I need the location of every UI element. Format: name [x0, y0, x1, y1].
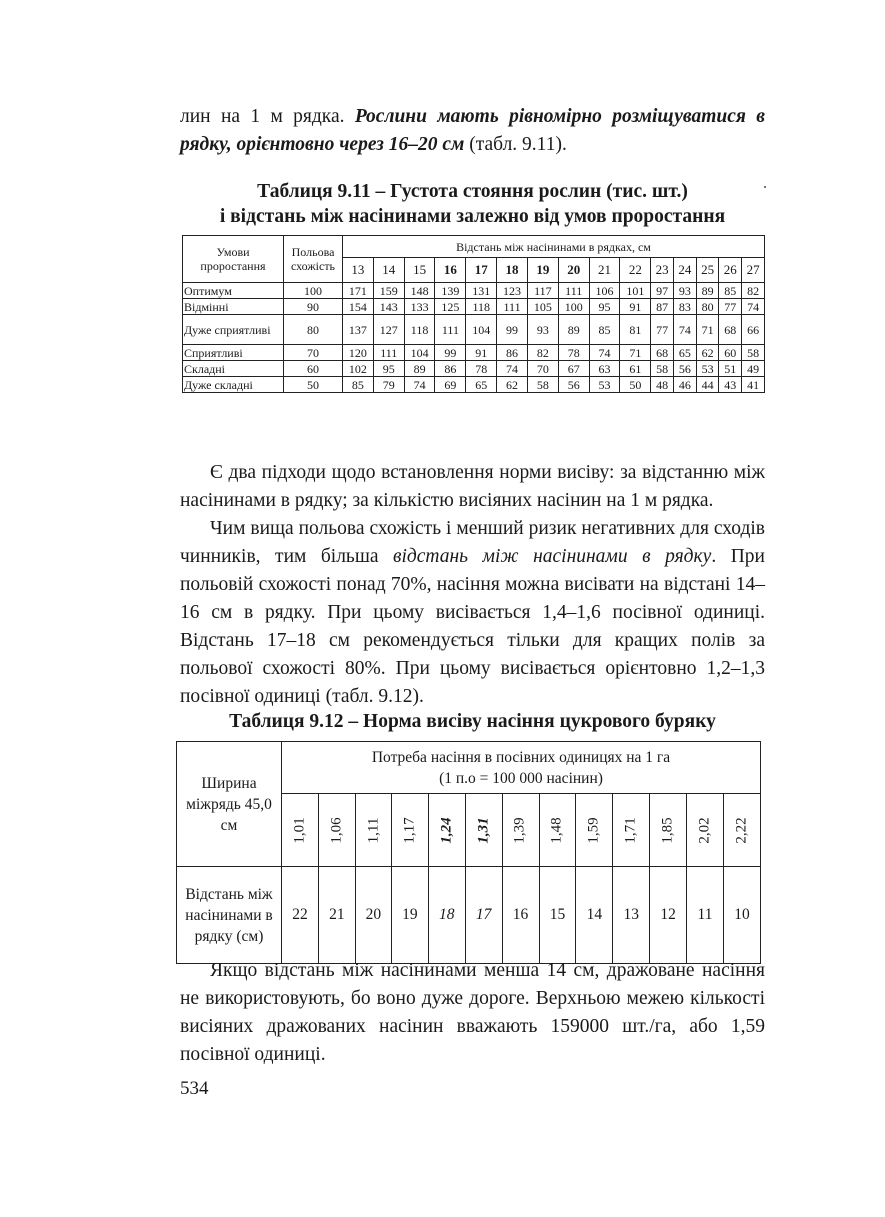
density-cell: 65 [466, 377, 497, 393]
density-cell: 93 [527, 315, 558, 345]
density-cell: 79 [373, 377, 404, 393]
distance-cell: 13 [613, 867, 650, 964]
paragraph-1: Є два підходи щодо встановлення норми висіву: за відстанню між насінинами в рядку; за кількістю висіяних насінин на 1 м рядка. [180, 462, 765, 511]
density-cell: 95 [373, 361, 404, 377]
density-cell: 111 [373, 345, 404, 361]
paragraph-2 [180, 515, 765, 711]
intro-paragraph [180, 103, 765, 159]
density-cell: 111 [558, 283, 589, 299]
distance-header-cell: 17 [466, 258, 497, 283]
seed-unit-value: 1,01 [291, 817, 308, 844]
row-header-width: Ширина міжрядь 45,0 см [177, 742, 282, 867]
density-cell: 89 [696, 283, 719, 299]
density-cell: 83 [674, 299, 697, 315]
density-cell: 171 [343, 283, 374, 299]
seed-unit-cell [391, 794, 428, 867]
group-header [282, 742, 761, 794]
distance-cell: 17 [465, 867, 502, 964]
distance-header-cell: 18 [497, 258, 528, 283]
distance-header-cell: 27 [742, 258, 765, 283]
density-cell: 91 [620, 299, 651, 315]
density-cell: 56 [558, 377, 589, 393]
germination-cell: 100 [284, 283, 343, 299]
seed-unit-cell [576, 794, 613, 867]
density-cell: 80 [696, 299, 719, 315]
density-cell: 74 [674, 315, 697, 345]
density-cell: 69 [435, 377, 466, 393]
density-cell: 74 [497, 361, 528, 377]
density-cell: 71 [620, 345, 651, 361]
p2-emphasis: відстань між насінинами в рядку [393, 546, 712, 567]
table-row [183, 377, 765, 393]
density-cell: 159 [373, 283, 404, 299]
density-cell: 61 [620, 361, 651, 377]
distance-cell: 11 [687, 867, 724, 964]
seed-unit-cell [318, 794, 355, 867]
density-cell: 118 [404, 315, 435, 345]
density-cell: 104 [404, 345, 435, 361]
density-cell: 70 [527, 361, 558, 377]
table-912-caption: Таблиця 9.12 – Норма висіву насіння цукрового буряку [229, 711, 716, 732]
table-9-12 [176, 741, 761, 964]
distance-cell: 18 [428, 867, 465, 964]
density-cell: 66 [742, 315, 765, 345]
distance-header-cell: 15 [404, 258, 435, 283]
distance-cell: 15 [539, 867, 576, 964]
density-cell: 100 [558, 299, 589, 315]
table-row [183, 299, 765, 315]
table-911-caption [180, 179, 765, 229]
density-cell: 74 [404, 377, 435, 393]
density-cell: 62 [696, 345, 719, 361]
density-cell: 111 [497, 299, 528, 315]
density-cell: 85 [719, 283, 742, 299]
density-cell: 139 [435, 283, 466, 299]
density-cell: 82 [527, 345, 558, 361]
table-row [183, 361, 765, 377]
distance-header-cell: 26 [719, 258, 742, 283]
seed-unit-cell [355, 794, 391, 867]
germination-cell: 70 [284, 345, 343, 361]
distance-cell: 10 [723, 867, 760, 964]
density-cell: 93 [674, 283, 697, 299]
seed-unit-value: 1,24 [438, 817, 455, 844]
distance-row [177, 867, 761, 964]
seed-unit-cell [723, 794, 760, 867]
density-cell: 123 [497, 283, 528, 299]
header-distance-group: Відстань між насінинами в рядках, см [343, 236, 765, 258]
density-cell: 105 [527, 299, 558, 315]
density-cell: 50 [620, 377, 651, 393]
density-cell: 131 [466, 283, 497, 299]
seed-unit-value: 1,11 [364, 817, 381, 844]
seed-unit-value: 1,71 [622, 817, 639, 844]
germination-cell: 90 [284, 299, 343, 315]
density-cell: 74 [742, 299, 765, 315]
p2-end: . При польовій схожості понад 70%, насіння можна висівати на відстані 14–16 см в рядку. При цьому висівається 1,4–1,6 посівної одиниці. Відстань 17–18 см рекомендується тільки для кращих полів за польової схожості 80%. При цьому висівається орієнтовно 1,2–1,3 посівної одиниці (табл. 9.12). [180, 546, 765, 707]
density-cell: 97 [651, 283, 674, 299]
density-cell: 78 [466, 361, 497, 377]
intro-plain-text: лин на 1 м рядка. [180, 106, 355, 127]
density-cell: 58 [742, 345, 765, 361]
group-header-line-2: (1 п.о = 100 000 насінин) [439, 769, 603, 787]
distance-header-cell: 13 [343, 258, 374, 283]
page-number: 534 [180, 1078, 209, 1099]
density-cell: 89 [404, 361, 435, 377]
condition-cell: Дуже складні [183, 377, 284, 393]
density-cell: 58 [527, 377, 558, 393]
seed-unit-cell [428, 794, 465, 867]
density-cell: 148 [404, 283, 435, 299]
distance-cell: 22 [282, 867, 319, 964]
density-cell: 101 [620, 283, 651, 299]
density-cell: 44 [696, 377, 719, 393]
distance-header-cell: 16 [435, 258, 466, 283]
density-cell: 106 [589, 283, 620, 299]
density-cell: 58 [651, 361, 674, 377]
distance-cell: 16 [502, 867, 539, 964]
seed-unit-value: 1,06 [328, 817, 345, 844]
seed-unit-value: 1,31 [475, 817, 492, 844]
header-germination: Польова схожість [284, 236, 343, 283]
seed-unit-cell [282, 794, 319, 867]
seed-unit-cell [539, 794, 576, 867]
density-cell: 62 [497, 377, 528, 393]
seed-unit-value: 1,48 [548, 817, 565, 844]
density-cell: 118 [466, 299, 497, 315]
condition-cell: Складні [183, 361, 284, 377]
intro-emphasis: Рослини мають рівномірно розміщуватися в рядку, орієнтовно через 16–20 см [180, 106, 765, 155]
density-cell: 137 [343, 315, 374, 345]
caption-line-2: і відстань між насінинами залежно від умов проростання [219, 206, 726, 227]
seed-unit-value: 1,17 [401, 817, 418, 844]
density-cell: 95 [589, 299, 620, 315]
distance-cell: 21 [318, 867, 355, 964]
density-cell: 41 [742, 377, 765, 393]
density-cell: 53 [696, 361, 719, 377]
density-cell: 86 [497, 345, 528, 361]
table-9-11 [182, 235, 765, 393]
density-cell: 87 [651, 299, 674, 315]
table-9-11-body [183, 283, 765, 393]
distance-cell: 14 [576, 867, 613, 964]
density-cell: 127 [373, 315, 404, 345]
distance-header-cell: 19 [527, 258, 558, 283]
density-cell: 81 [620, 315, 651, 345]
condition-cell: Сприятливі [183, 345, 284, 361]
condition-cell: Відмінні [183, 299, 284, 315]
distance-cell: 19 [391, 867, 428, 964]
density-cell: 85 [343, 377, 374, 393]
density-cell: 91 [466, 345, 497, 361]
density-cell: 154 [343, 299, 374, 315]
distance-cell: 12 [650, 867, 687, 964]
seed-unit-value: 1,85 [659, 817, 676, 844]
seed-unit-value: 1,59 [585, 817, 602, 844]
density-cell: 102 [343, 361, 374, 377]
density-cell: 65 [674, 345, 697, 361]
density-cell: 68 [719, 315, 742, 345]
distance-header-cell: 24 [674, 258, 697, 283]
density-cell: 77 [719, 299, 742, 315]
caption-line-1: Таблиця 9.11 – Густота стояння рослин (тис. шт.) [257, 181, 688, 202]
density-cell: 125 [435, 299, 466, 315]
table-row [183, 283, 765, 299]
group-header-line-1: Потреба насіння в посівних одиницях на 1 га [371, 748, 671, 766]
germination-cell: 80 [284, 315, 343, 345]
density-cell: 133 [404, 299, 435, 315]
density-cell: 51 [719, 361, 742, 377]
germination-cell: 50 [284, 377, 343, 393]
density-cell: 86 [435, 361, 466, 377]
density-cell: 53 [589, 377, 620, 393]
density-cell: 63 [589, 361, 620, 377]
density-cell: 48 [651, 377, 674, 393]
density-cell: 143 [373, 299, 404, 315]
density-cell: 111 [435, 315, 466, 345]
density-cell: 120 [343, 345, 374, 361]
seed-unit-cell [687, 794, 724, 867]
density-cell: 104 [466, 315, 497, 345]
density-cell: 46 [674, 377, 697, 393]
density-cell: 67 [558, 361, 589, 377]
density-cell: 99 [435, 345, 466, 361]
seed-unit-cell [465, 794, 502, 867]
condition-cell: Оптимум [183, 283, 284, 299]
distance-header-cell: 25 [696, 258, 719, 283]
header-conditions: Умови проростання [183, 236, 284, 283]
density-cell: 68 [651, 345, 674, 361]
density-cell: 85 [589, 315, 620, 345]
table-row [183, 345, 765, 361]
seed-unit-value: 2,02 [696, 817, 713, 844]
seed-unit-cell [613, 794, 650, 867]
density-cell: 77 [651, 315, 674, 345]
seed-unit-cell [502, 794, 539, 867]
intro-tail: (табл. 9.11). [464, 134, 567, 155]
density-cell: 49 [742, 361, 765, 377]
seed-unit-value: 1,39 [512, 817, 529, 844]
germination-cell: 60 [284, 361, 343, 377]
density-cell: 82 [742, 283, 765, 299]
distance-cell: 20 [355, 867, 391, 964]
seed-unit-value: 2,22 [733, 817, 750, 844]
density-cell: 78 [558, 345, 589, 361]
row-header-distance: Відстань між насінинами в рядку (см) [177, 867, 282, 964]
density-cell: 117 [527, 283, 558, 299]
seed-unit-cell [650, 794, 687, 867]
density-cell: 71 [696, 315, 719, 345]
table-row [183, 315, 765, 345]
distance-header-cell: 21 [589, 258, 620, 283]
density-cell: 99 [497, 315, 528, 345]
distance-header-cell: 22 [620, 258, 651, 283]
distance-header-cell: 23 [651, 258, 674, 283]
density-cell: 56 [674, 361, 697, 377]
density-cell: 43 [719, 377, 742, 393]
condition-cell: Дуже сприятливі [183, 315, 284, 345]
density-cell: 74 [589, 345, 620, 361]
distance-header-cell: 20 [558, 258, 589, 283]
paragraph-3: Якщо відстань між насінинами менша 14 см, дражоване насіння не використовують, бо воно дуже дороге. Верхньою межею кількості висіяних дражованих насінин вважають 159000 шт./га, або 1,59 посівної одиниці. [180, 960, 765, 1065]
distance-header-cell: 14 [373, 258, 404, 283]
p2-start: Чим вища польова схожість і менший ризик негативних для сходів чинників, тим більша [180, 518, 765, 567]
density-cell: 60 [719, 345, 742, 361]
density-cell: 89 [558, 315, 589, 345]
